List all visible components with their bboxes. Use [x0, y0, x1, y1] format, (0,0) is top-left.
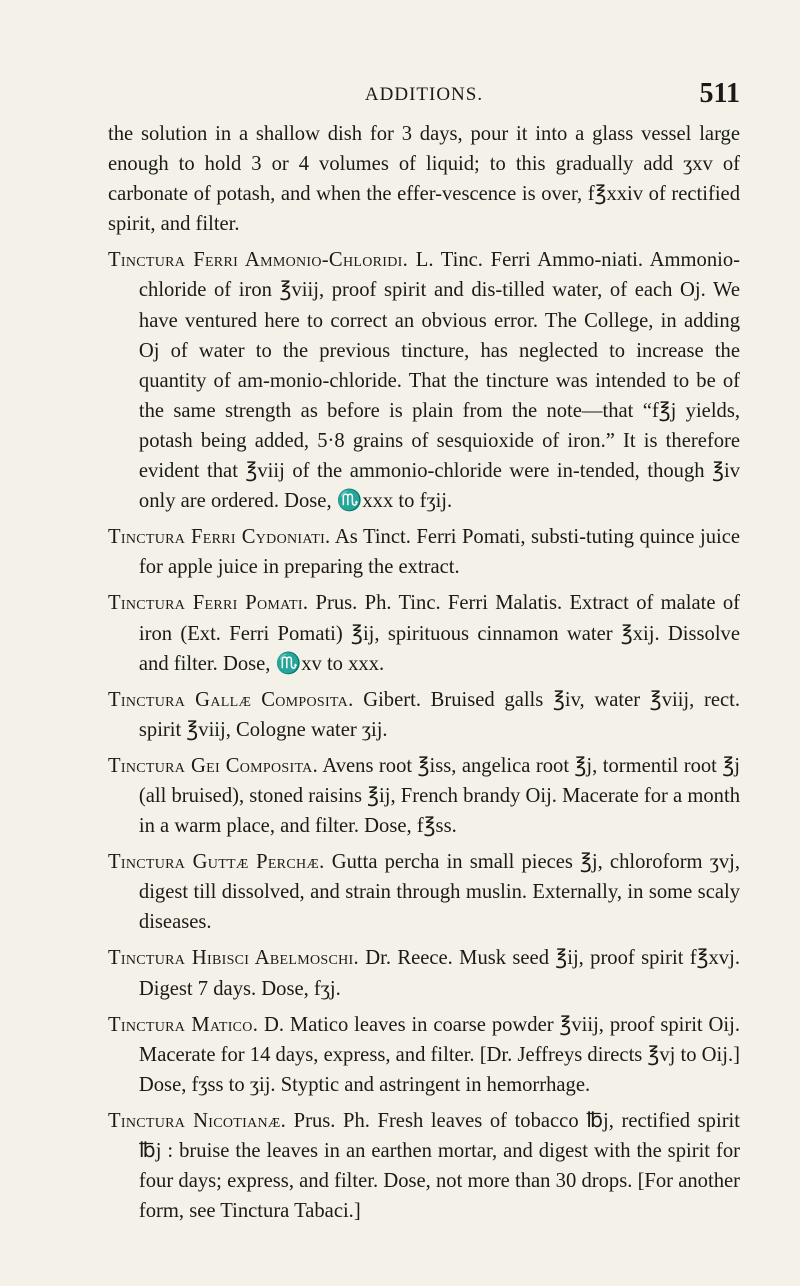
entry-text: Prus. Ph. Tinc. Ferri Malatis. Extract of malate of iron (Ext. Ferri Pomati) ℥ij, spirituous cinnamon water ℥xij. Dissolve and filter. Dose, ♏xv to xxx.: [138, 592, 740, 675]
entry-text: L. Tinc. Ferri Ammo-niati. Ammonio-chloride of iron ℥viij, proof spirit and dis-tilled water, of each Oj. We have ventured here to correct an obvious error. The College, in adding Oj of water to the previous tincture, has neglected to increase the quantity of am-monio-chloride. That the tincture was intended to be of the same strength as before is plain from the note—that “f℥j yields, potash being added, 5·8 grains of sesquioxide of iron.” It is therefore evident that ℥viij of the ammonio-chloride were in-tended, though ℥iv only are ordered. Dose, ♏xxx to fʒij.: [138, 249, 740, 513]
entry-headword: Tinctura Ferri Pomati.: [108, 592, 309, 615]
paragraph-continuation: [108, 119, 740, 239]
entry-text: D. Matico leaves in coarse powder ℥viij, proof spirit Oij. Macerate for 14 days, express, and filter. [Dr. Jeffreys directs ℥vj to Oij.] Dose, fʒss to ʒij. Styptic and astringent in hemorrhage.: [138, 1013, 741, 1096]
entry-tinctura-ferri-ammonio-chloridi: [108, 245, 740, 516]
running-head-title: ADDITIONS.: [364, 84, 484, 105]
entry-tinctura-matico: [108, 1010, 740, 1100]
running-head: [108, 78, 740, 110]
entry-text: Gutta percha in small pieces ℥j, chloroform ʒvj, digest till dissolved, and strain through muslin. Externally, in some scaly diseases.: [138, 851, 740, 934]
entry-text: As Tinct. Ferri Pomati, substi-tuting quince juice for apple juice in preparing the extract.: [138, 526, 740, 579]
entry-tinctura-gallae-composita: [108, 685, 740, 745]
entry-text: Avens root ℥iss, angelica root ℥j, tormentil root ℥j (all bruised), stoned raisins ℥ij, French brandy Oij. Macerate for a month in a warm place, and filter. Dose, f℥ss.: [138, 754, 740, 838]
entry-tinctura-hibisci-abelmoschi: [108, 943, 740, 1003]
entry-headword: Tinctura Matico.: [108, 1013, 259, 1036]
entry-text: Prus. Ph. Fresh leaves of tobacco ℔j, rectified spirit ℔j : bruise the leaves in an earthen mortar, and digest with the spirit for four days; express, and filter. Dose, not more than 30 drops. [For another form, see Tinctura Tabaci.]: [138, 1109, 740, 1223]
entry-text: Dr. Reece. Musk seed ℥ij, proof spirit f℥xvj. Digest 7 days. Dose, fʒj.: [138, 947, 740, 1000]
entry-text: Gibert. Bruised galls ℥iv, water ℥viij, rect. spirit ℥viij, Cologne water ʒij.: [138, 688, 740, 741]
entry-text: the solution in a shallow dish for 3 days, pour it into a glass vessel large enough to hold 3 or 4 volumes of liquid; to this gradually add ʒxv of carbonate of potash, and when the effer-vescence is over, f℥xxiv of rectified spirit, and filter.: [108, 123, 740, 236]
entry-headword: Tinctura Gei Composita.: [108, 754, 319, 777]
body-text: [108, 119, 740, 1226]
page-number: 511: [699, 78, 740, 109]
entry-headword: Tinctura Guttæ Perchæ.: [108, 851, 325, 874]
entry-headword: Tinctura Gallæ Composita.: [108, 688, 354, 711]
entry-tinctura-ferri-cydoniati: [108, 522, 740, 582]
entry-headword: Tinctura Nicotianæ.: [108, 1109, 287, 1132]
entry-tinctura-guttae-perchae: [108, 847, 740, 937]
entry-tinctura-nicotianae: [108, 1106, 740, 1226]
entry-tinctura-ferri-pomati: [108, 588, 740, 678]
entry-headword: Tinctura Ferri Cydoniati.: [108, 526, 331, 549]
entry-tinctura-gei-composita: [108, 751, 740, 841]
entry-headword: Tinctura Hibisci Abelmoschi.: [108, 947, 359, 970]
entry-headword: Tinctura Ferri Ammonio-Chloridi.: [108, 249, 409, 272]
